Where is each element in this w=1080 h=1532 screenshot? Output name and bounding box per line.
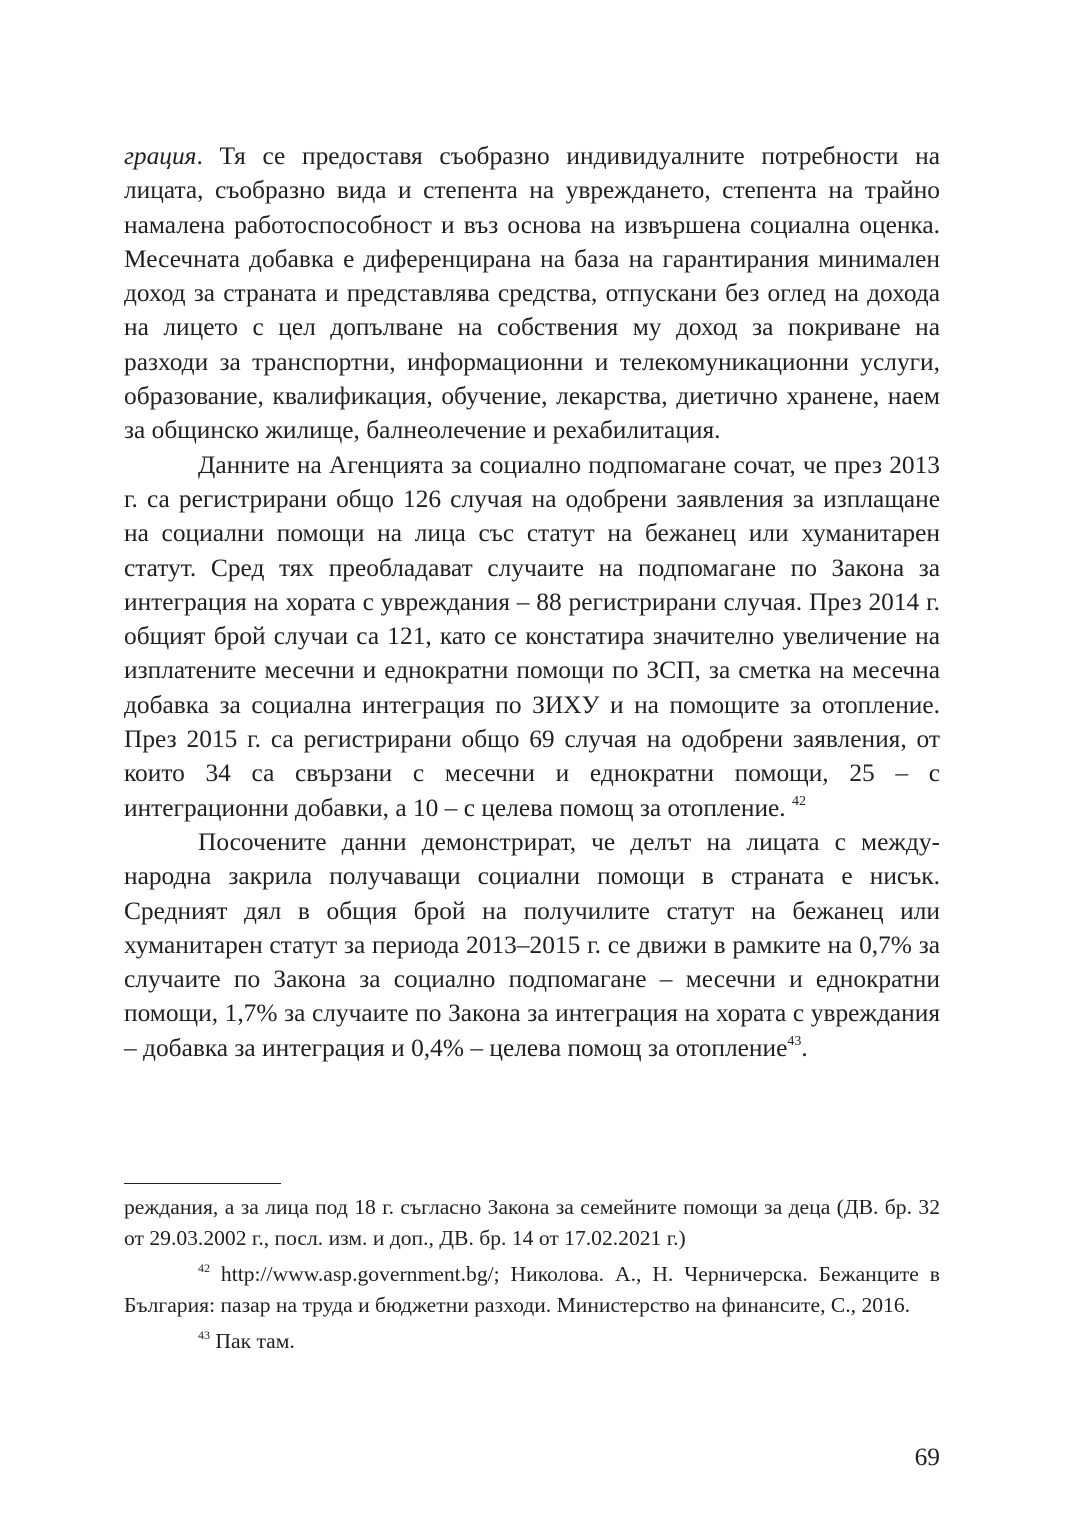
footnote-separator	[124, 1183, 281, 1184]
paragraph-3-text: Посочените данни демонстрират, че делът на лицата с международна закрила получаващи социални помощи в страната е нисък. Средният дял в общия брой на получилите статут на бежанец или хуманитарен статут за периода 2013–2015 г. се движи в рамките на 0,7% за случаите по Закона за социално подпомагане – месечни и еднократни помощи, 1,7% за случаите по Закона за интеграция на хората с увреждания – добавка за интеграция и 0,4% – целева помощ за отопление	[124, 827, 940, 1062]
page-number: 69	[914, 1443, 940, 1471]
paragraph-3	[124, 825, 940, 1065]
footnote-42-text: http://www.asp.government.bg/; Николова. А., Н. Черничерска. Бежанците в България: пазар на труда и бюджетни разходи. Министерство на финансите, С., 2016.	[124, 1262, 940, 1317]
paragraph-1	[124, 139, 940, 448]
footnote-continued: реждания, а за лица под 18 г. съгласно Закона за семейните помощи за деца (ДВ. бр. 32 от 29.03.2002 г., посл. изм. и доп., ДВ. бр. 14 от 17.02.2021 г.)	[124, 1195, 940, 1250]
footnote-ref-43[interactable]: 43	[787, 1033, 802, 1049]
footnote-42	[124, 1259, 940, 1320]
paragraph-2-text: Данните на Агенцията за социално подпомагане сочат, че през 2013 г. са регистрирани общо 126 случая на одобрени заявления за изплащане на социални помощи на лица със статут на бежанец или хуманитарен статут. Сред тях преобладават случаите на подпомагане по Закона за интеграция на хората с увреждания – 88 регистрирани случая. През 2014 г. общият брой случаи са 121, като се констатира значително увеличение на изплатените месечни и еднократни помощи по ЗСП, за сметка на месечна добавка за социална интеграция по ЗИХУ и на помощите за отопление. През 2015 г. са регистрирани общо 69 случая на одобрени заявления, от които 34 са свързани с месечни и еднократни помощи, 25 – с интеграционни добавки, а 10 – с целева помощ за отопление.	[124, 450, 940, 822]
paragraph-3-end: .	[801, 1033, 808, 1062]
footnote-43	[124, 1326, 940, 1357]
footnote-43-text: Пак там.	[210, 1329, 295, 1353]
footnote-43-mark: 43	[198, 1328, 210, 1342]
italic-lead-word: грация	[124, 142, 197, 170]
footnote-ref-42[interactable]: 42	[792, 793, 806, 809]
main-text	[124, 139, 940, 1065]
paragraph-2	[124, 448, 940, 825]
paragraph-1-text: . Тя се предоставя съобразно индивидуалните потребности на лицата, съобразно вида и степента на увреждането, степента на трайно намалена работоспособност и въз основа на извършена социална оценка. Месечната добавка е диференцирана на база на гарантирания минимален доход за страната и представлява средства, отпускани без оглед на дохода на лицето с цел допълване на собствения му доход за покриване на разходи за транспортни, информационни и телекомуникационни услуги, образование, квалификация, обучение, лекарства, диетично хранене, наем за общинско жилище, балнеолечение и рехабилитация.	[124, 142, 940, 445]
footnote-42-mark: 42	[198, 1261, 210, 1275]
footnotes	[124, 1192, 940, 1357]
